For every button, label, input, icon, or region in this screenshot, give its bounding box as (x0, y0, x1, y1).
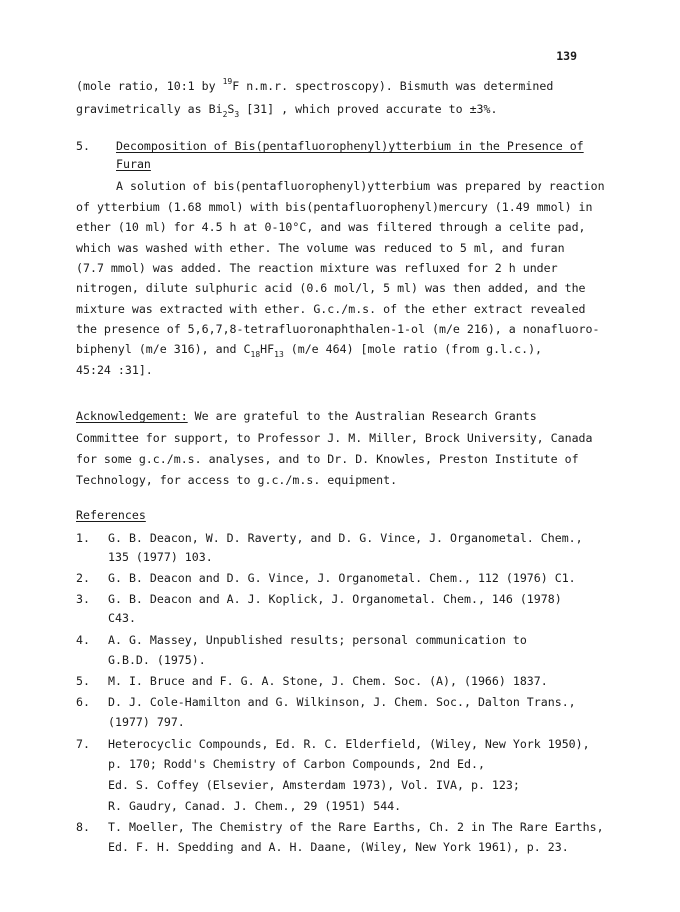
acknowledgement-line: for some g.c./m.s. analyses, and to Dr. D. Knowles, Preston Institute of (76, 452, 579, 466)
reference-number: 6. (76, 695, 90, 709)
reference-number: 7. (76, 737, 90, 751)
text-segment: (m/e 464) [mole ratio (from g.l.c.), (283, 342, 543, 356)
section-title-cont: Furan (116, 157, 151, 171)
body-line: (7.7 mmol) was added. The reaction mixture was refluxed for 2 h under (76, 261, 558, 275)
reference-line: D. J. Cole-Hamilton and G. Wilkinson, J. Chem. Soc., Dalton Trans., (108, 695, 576, 709)
reference-line: Ed. F. H. Spedding and A. H. Daane, (Wiley, New York 1961), p. 23. (108, 840, 569, 854)
text-segment: HF (260, 342, 275, 356)
text-segment: F n.m.r. spectroscopy). Bismuth was determined (232, 79, 554, 93)
reference-line: G. B. Deacon and D. G. Vince, J. Organometal. Chem., 112 (1976) C1. (108, 571, 576, 585)
subscript: 3 (234, 110, 240, 119)
acknowledgement-line (76, 408, 537, 424)
text-segment: S (227, 102, 235, 116)
reference-line: A. G. Massey, Unpublished results; personal communication to (108, 633, 527, 647)
section-title: Decomposition of Bis(pentafluorophenyl)ytterbium in the Presence of (116, 139, 584, 153)
body-line: the presence of 5,6,7,8-tetrafluoronaphthalen-1-ol (m/e 216), a nonafluoro- (76, 322, 600, 336)
reference-line: Ed. S. Coffey (Elsevier, Amsterdam 1973), Vol. IVA, p. 123; (108, 778, 520, 792)
text-line (76, 78, 553, 96)
reference-line: T. Moeller, The Chemistry of the Rare Earths, Ch. 2 in The Rare Earths, (108, 820, 604, 834)
subscript: 2 (222, 110, 228, 119)
section-number: 5. (76, 139, 90, 153)
reference-number: 8. (76, 820, 90, 834)
reference-number: 5. (76, 674, 90, 688)
acknowledgement-heading: Acknowledgement: (76, 409, 188, 423)
reference-line: 135 (1977) 103. (108, 550, 213, 564)
subscript: 13 (274, 350, 284, 359)
reference-line: G. B. Deacon, W. D. Raverty, and D. G. Vince, J. Organometal. Chem., (108, 531, 583, 545)
superscript: 19 (222, 77, 233, 86)
reference-number: 2. (76, 571, 90, 585)
reference-number: 4. (76, 633, 90, 647)
text-segment: gravimetrically as Bi (76, 102, 223, 116)
reference-number: 1. (76, 531, 90, 545)
reference-line: p. 170; Rodd's Chemistry of Carbon Compounds, 2nd Ed., (108, 757, 485, 771)
reference-line: Heterocyclic Compounds, Ed. R. C. Elderfield, (Wiley, New York 1950), (108, 737, 590, 751)
body-line: A solution of bis(pentafluorophenyl)ytterbium was prepared by reaction (116, 179, 605, 193)
acknowledgement-line: Technology, for access to g.c./m.s. equipment. (76, 473, 398, 487)
subscript: 18 (250, 350, 261, 359)
text-segment: biphenyl (m/e 316), and C (76, 342, 251, 356)
body-line (76, 341, 542, 359)
reference-line: G.B.D. (1975). (108, 653, 206, 667)
body-line: of ytterbium (1.68 mmol) with bis(pentafluorophenyl)mercury (1.49 mmol) in (76, 200, 593, 214)
text-line (76, 101, 498, 119)
reference-line: G. B. Deacon and A. J. Koplick, J. Organometal. Chem., 146 (1978) (108, 592, 562, 606)
reference-line: M. I. Bruce and F. G. A. Stone, J. Chem. Soc. (A), (1966) 1837. (108, 674, 548, 688)
acknowledgement-line: Committee for support, to Professor J. M. Miller, Brock University, Canada (76, 431, 593, 445)
body-line: nitrogen, dilute sulphuric acid (0.6 mol/l, 5 ml) was then added, and the (76, 281, 586, 295)
text-segment: (mole ratio, 10:1 by (76, 79, 223, 93)
references-heading: References (76, 508, 146, 522)
body-line: 45:24 :31]. (76, 363, 153, 377)
text-segment: [31] , which proved accurate to ±3%. (239, 102, 498, 116)
reference-line: R. Gaudry, Canad. J. Chem., 29 (1951) 544. (108, 799, 402, 813)
body-line: ether (10 ml) for 4.5 h at 0-10°C, and was filtered through a celite pad, (76, 220, 586, 234)
reference-line: (1977) 797. (108, 715, 185, 729)
reference-line: C43. (108, 611, 136, 625)
body-line: mixture was extracted with ether. G.c./m.s. of the ether extract revealed (76, 302, 586, 316)
text-segment: We are grateful to the Australian Research Grants (187, 409, 537, 423)
page-number: 139 (556, 49, 577, 63)
body-line: which was washed with ether. The volume was reduced to 5 ml, and furan (76, 241, 565, 255)
reference-number: 3. (76, 592, 90, 606)
